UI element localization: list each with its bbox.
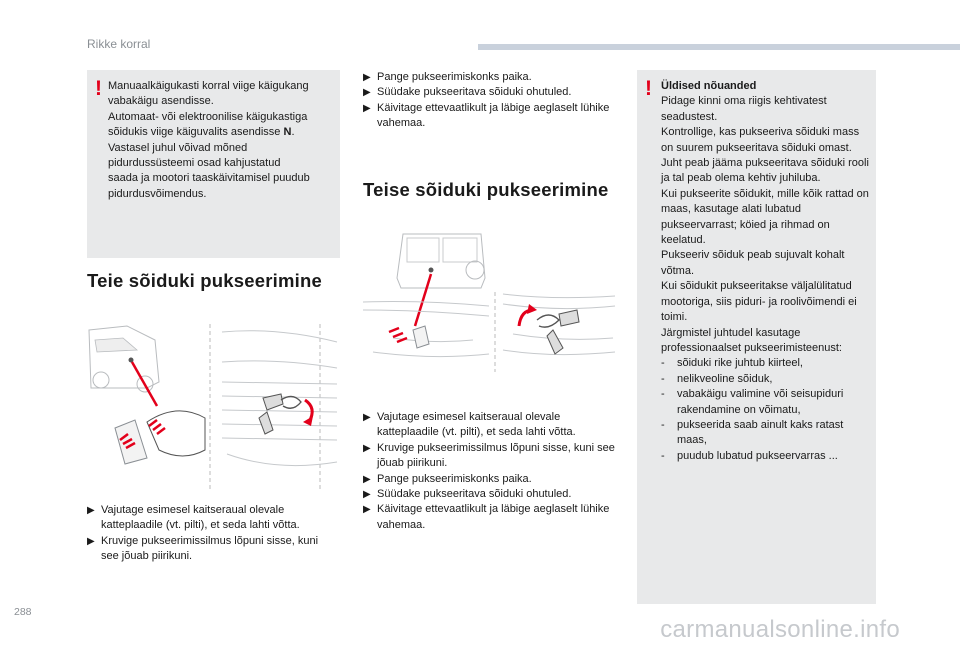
step-item: ▶ Vajutage esimesel kaitseraual olevale katteplaadile (vt. pilti), et seda lahti võtta. <box>87 504 300 532</box>
case-item: - pukseerida saab ainult kaks ratast maas, <box>661 418 844 447</box>
step-item: ▶ Käivitage ettevaatlikult ja läbige aeglaselt lühike vahemaa. <box>363 101 610 130</box>
bullet-icon: ▶ <box>363 72 371 83</box>
warning-paragraph: Juht peab jääma pukseeritava sõiduki rooli ja tal peab olema kehtiv juhiluba. <box>661 157 869 185</box>
warning-paragraph: Järgmistel juhtudel kasutage professionaalset pukseerimisteenust: <box>661 326 842 354</box>
warning-paragraph: Pukseeriv sõiduk peab sujuvalt kohalt võtma. <box>661 249 845 277</box>
own-towing-steps <box>87 503 337 565</box>
bullet-icon: ▶ <box>87 535 95 547</box>
warning-general-text <box>661 79 873 464</box>
bullet-icon: ▶ <box>363 504 371 516</box>
gear-letter: N <box>283 126 292 139</box>
warning-paragraph: Pidage kinni oma riigis kehtivatest seadustest. <box>661 95 827 123</box>
step-item: ▶ Pange pukseerimiskonks paika. <box>363 70 618 85</box>
step-item: ▶ Pange pukseerimiskonks paika. <box>363 472 618 487</box>
warning-icon: ! <box>645 77 652 100</box>
warning-line: Vastasel juhul võivad mõned <box>108 141 248 154</box>
warning-line: pidurdussüsteemi osad kahjustatud <box>108 157 281 170</box>
case-item: - puudub lubatud pukseervarras ... <box>661 449 838 462</box>
case-item: - nelikveoline sõiduk, <box>661 372 773 385</box>
bullet-icon: ▶ <box>363 473 371 485</box>
warning-line: Manuaalkäigukasti korral viige käigukang <box>108 80 309 92</box>
step-item: ▶ Vajutage esimesel kaitseraual olevale katteplaadile (vt. pilti), et seda lahti võtta. <box>363 411 576 439</box>
section-title-own-vehicle: Teie sõiduki pukseerimine <box>87 270 322 291</box>
warning-paragraph: Kui sõidukit pukseeritakse väljalülitatud mootoriga, siis piduri- ja roolivõimendi ei toimi. <box>661 280 857 324</box>
warning-icon: ! <box>95 77 102 100</box>
professional-cases-list <box>661 356 873 464</box>
bullet-icon: ▶ <box>363 442 371 454</box>
case-item: - sõiduki rike juhtub kiirteel, <box>661 357 803 370</box>
continued-steps <box>363 70 618 132</box>
other-towing-steps <box>363 410 618 533</box>
step-item: ▶ Süüdake pukseeritava sõiduki ohutuled. <box>363 487 618 502</box>
warning-paragraph: Kontrollige, kas pukseeriva sõiduki mass on suurem pukseeritava sõiduki omast. <box>661 126 860 154</box>
watermark-text: carmanualsonline.info <box>660 616 900 643</box>
step-item: ▶ Kruvige pukseerimissilmus lõpuni sisse, kuni see jõuab piirikuni. <box>363 441 615 470</box>
page-number: 288 <box>14 606 32 618</box>
step-item: ▶ Süüdake pukseeritava sõiduki ohutuled. <box>363 85 618 100</box>
header-accent-bar <box>478 44 960 50</box>
illustration-other-towing <box>363 230 616 400</box>
step-item: ▶ Kruvige pukseerimissilmus lõpuni sisse, kuni see jõuab piirikuni. <box>87 534 319 563</box>
running-header: Rikke korral <box>87 37 151 51</box>
bullet-icon: ▶ <box>363 489 371 501</box>
bullet-icon: ▶ <box>363 87 371 99</box>
warning-paragraph: Kui pukseerite sõidukit, mille kõik rattad on maas, kasutage alati lubatud pukseervarrast; köied ja rihmad on keelatud. <box>661 187 869 247</box>
bullet-icon: ▶ <box>363 102 371 114</box>
illustration-own-towing <box>87 322 340 494</box>
case-item: - vabakäigu valimine või seisupiduri rakendamine on võimatu, <box>661 388 844 416</box>
warning-line: saada ja mootori taaskäivitamisel puudub <box>108 172 310 185</box>
warning-line: sõidukis viige käiguvalits asendisse N. <box>108 126 295 139</box>
warning-line: Automaat- või elektroonilise käigukastiga <box>108 110 308 123</box>
warning-heading: Üldised nõuanded <box>661 80 757 92</box>
warning-line: pidurdusvõimendus. <box>108 187 207 200</box>
bullet-icon: ▶ <box>87 505 95 516</box>
warning-gear-text <box>108 79 336 202</box>
warning-line: vabakäigu asendisse. <box>108 95 214 108</box>
bullet-icon: ▶ <box>363 412 371 423</box>
step-item: ▶ Käivitage ettevaatlikult ja läbige aeglaselt lühike vahemaa. <box>363 503 610 531</box>
section-title-other-vehicle: Teise sõiduki pukseerimine <box>363 179 609 200</box>
